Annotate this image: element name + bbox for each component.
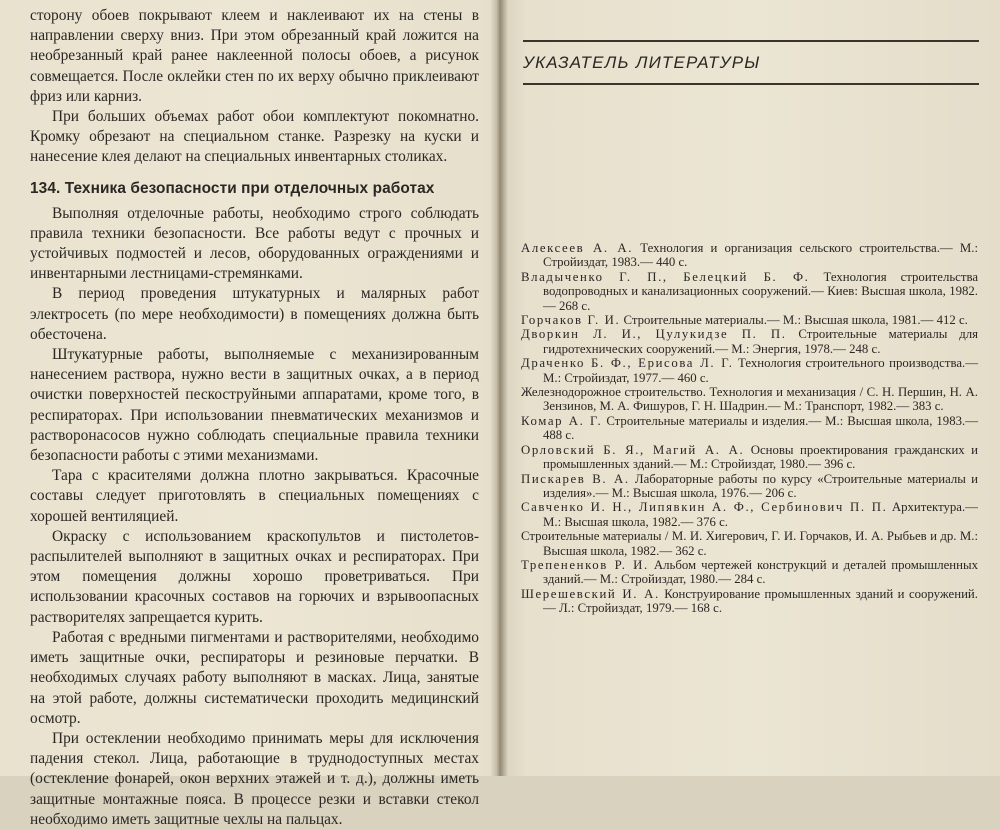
reference-text: Технология строительного производства.— М.: Стройиздат, 1977.— 460 с. [543, 356, 978, 385]
paragraph-safety-1: Выполняя отделочные работы, необходимо строго соблюдать правила техники безопасности. Все работы ведут с прочных и устойчивых подмостей и лесов, оборудованных ограждениями и инвентарными лестницами-стремянками. [30, 204, 479, 283]
book-gutter-shadow [490, 0, 508, 776]
paragraph-safety-6: Работая с вредными пигментами и растворителями, необходимо иметь защитные очки, респираторы и резиновые перчатки. В необходимых случаях работу выполняют в масках. Лица, занятые на этой работе, должны систематически проходить медицинский осмотр. [30, 628, 479, 727]
paragraph-wallpaper-1: сторону обоев покрывают клеем и наклеивают их на стены в направлении сверху вниз. При этом обрезанный край ложится на необрезанный край ранее наклеенной полосы обоев, а рисунок совмещается. После оклейки стен по их верху обычно приклеивают фриз или карниз. [30, 7, 479, 105]
paragraph-safety-2: В период проведения штукатурных и малярных работ электросеть (по мере необходимости) в помещениях должна быть обесточена. [30, 285, 479, 343]
reference-text: Конструирование промышленных зданий и сооружений.— Л.: Стройиздат, 1979.— 168 с. [543, 586, 978, 616]
reference-text: Строительные материалы.— М.: Высшая школа, 1981.— 412 с. [620, 313, 968, 328]
reference-text: Альбом чертежей конструкций и деталей промышленных зданий.— М.: Стройиздат, 1980.— 284 с. [543, 557, 978, 587]
reference-list [521, 241, 978, 616]
reference-text: Технология и организация сельского строительства.— М.: Стройиздат, 1983.— 440 с. [543, 241, 979, 270]
reference-author: Горчаков Г. И. [521, 313, 621, 328]
reference-author: Владыченко Г. П., Белецкий Б. Ф. [521, 269, 810, 284]
bibliography-title: УКАЗАТЕЛЬ ЛИТЕРАТУРЫ [523, 53, 761, 72]
title-rule-top [523, 40, 979, 42]
reference-text: Основы проектирования гражданских и промышленных зданий.— М.: Стройиздат, 1980.— 396 с. [543, 442, 978, 472]
reference-author: Пискарев В. А. [521, 471, 630, 486]
reference-item [521, 500, 978, 529]
reference-author: Драченко Б. Ф., Ерисова Л. Г. [521, 356, 734, 371]
reference-item [521, 270, 978, 313]
reference-item [521, 241, 978, 270]
reference-item [521, 472, 978, 501]
reference-author: Дворкин Л. И., Цулукидзе П. П. [521, 327, 787, 342]
reference-item [521, 443, 978, 472]
reference-text: Лабораторные работы по курсу «Строительные материалы и изделия».— М.: Высшая школа, 1976.— 206 с. [543, 471, 978, 500]
reference-text: Архитектура.— М.: Высшая школа, 1982.— 376 с. [543, 500, 978, 529]
reference-item [521, 356, 978, 385]
reference-author: Орловский Б. Я., Магий А. А. [521, 442, 745, 457]
reference-item [521, 385, 978, 414]
left-page [0, 0, 497, 828]
reference-author: Алексеев А. А. [521, 241, 634, 255]
reference-item [521, 587, 978, 616]
reference-item [521, 327, 978, 356]
title-rule-bottom [523, 83, 979, 85]
reference-text: Железнодорожное строительство. Технология и механизация / С. Н. Першин, Н. А. Зензинов, М. А. Фишуров, Г. Н. Шадрин.— М.: Транспорт, 1982.— 383 с. [521, 385, 978, 414]
reference-author: Комар А. Г. [521, 413, 603, 428]
paragraph-wallpaper-2: При больших объемах работ обои комплектуют покомнатно. Кромку обрезают на специальном станке. Разрезку на куски и нанесение клея делают на специальных инвентарных столиках. [30, 108, 479, 166]
reference-item [521, 529, 978, 558]
reference-text: Строительные материалы для гидротехнических сооружений.— М.: Энергия, 1978.— 248 с. [543, 327, 978, 356]
right-page [497, 0, 1000, 776]
section-title: 134. Техника безопасности при отделочных работах [30, 179, 435, 197]
reference-text: Технология строительства водопроводных и канализационных сооружений.— Киев: Высшая школа, 1982.— 268 с. [543, 269, 978, 313]
paragraph-safety-5: Окраску с использованием краскопультов и пистолетов-распылителей выполняют в защитных очках и респираторах. При этом помещения должны хорошо проветриваться. При использовании красочных составов на горючих и взрывоопасных растворителях запрещается курить. [30, 527, 479, 626]
reference-item [521, 558, 978, 587]
paragraph-safety-7: При остеклении необходимо принимать меры для исключения падения стекол. Лица, работающие в труднодоступных местах (остекление фонарей, окон верхних этажей и т. д.), должны иметь защитные монтажные пояса. В процессе резки и вставки стекол необходимо иметь защитные чехлы на пальцах. [30, 729, 479, 828]
reference-author: Савченко И. Н., Липявкин А. Ф., Сербинович П. П. [521, 500, 888, 515]
reference-author: Трепененков Р. И. [521, 557, 649, 572]
paragraph-safety-4: Тара с красителями должна плотно закрываться. Красочные составы следует приготовлять в специальных помещениях с хорошей вентиляцией. [30, 467, 479, 525]
reference-text: Строительные материалы и изделия.— М.: Высшая школа, 1983.— 488 с. [543, 413, 978, 443]
reference-item [521, 414, 978, 443]
paragraph-safety-3: Штукатурные работы, выполняемые с механизированным нанесением раствора, нужно вести в защитных очках, а в период очистки поверхностей пескоструйными аппаратами, кроме того, в респираторах. При использовании пневматических механизмов и растворонасосов нужно соблюдать специальные правила техники безопасности работы с этими механизмами. [30, 346, 479, 465]
reference-text: Строительные материалы / М. И. Хигерович, Г. И. Горчаков, И. А. Рыбьев и др. М.: Высшая школа, 1982.— 362 с. [521, 529, 978, 558]
reference-author: Шерешевский И. А. [521, 586, 660, 601]
reference-item [521, 313, 978, 327]
